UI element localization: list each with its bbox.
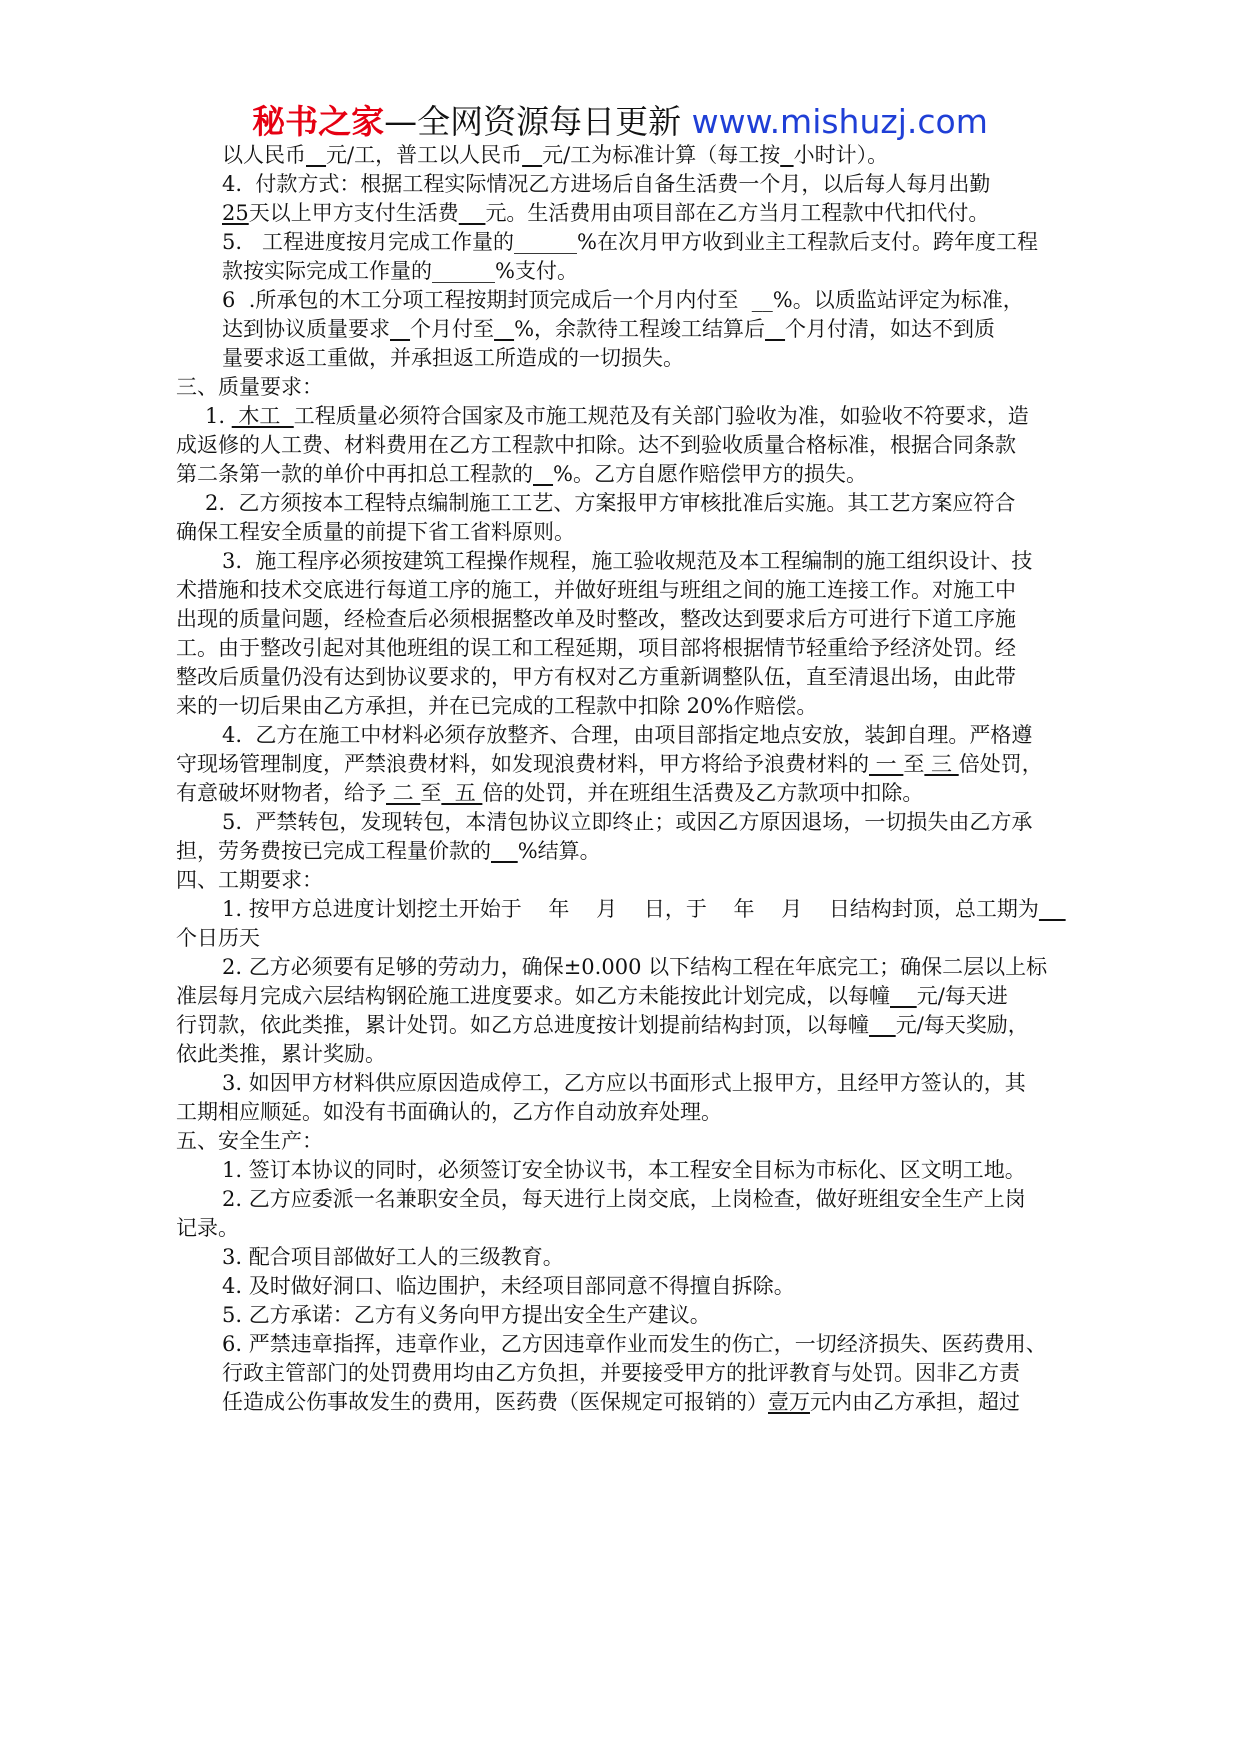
text-run: 至	[903, 752, 925, 776]
text-run: 4. 及时做好洞口、临边围护，未经项目部同意不得擅自拆除。	[222, 1274, 795, 1298]
text-line	[222, 1270, 795, 1302]
text-line	[222, 951, 1047, 983]
text-run: 成返修的人工费、材料费用在乙方工程款中扣除。达不到验收质量合格标准，根据合同条款	[176, 433, 1016, 457]
text-line	[222, 1154, 1026, 1186]
text-line	[222, 168, 990, 200]
text-run: 三、质量要求：	[176, 375, 323, 399]
text-line	[176, 1096, 722, 1128]
text-run: 元/每天进	[916, 984, 1008, 1008]
text-line	[222, 139, 888, 171]
text-run: 4. 付款方式：根据工程实际情况乙方进场后自备生活费一个月，以后每人每月出勤	[222, 172, 991, 196]
text-run: 以人民币	[222, 143, 306, 167]
text-run: 5. 严禁转包，发现转包，本清包协议立即终止；或因乙方原因退场，一切损失由乙方承	[222, 810, 1033, 834]
text-run: 工程质量必须符合国家及市施工规范及有关部门验收为准，如验收不符要求，造	[293, 404, 1029, 428]
text-line	[222, 893, 1066, 925]
text-line	[176, 1038, 386, 1070]
text-run: 工。由于整改引起对其他班组的误工和工程延期，项目部将根据情节轻重给予经济处罚。经	[176, 636, 1016, 660]
text-run: 至	[420, 781, 442, 805]
text-line	[176, 516, 575, 548]
site-slogan: —全网资源每日更新	[384, 102, 692, 141]
text-run: 5. 工程进度按月完成工作量的______%在次月甲方收到业主工程款后支付。跨年度工程	[222, 230, 1039, 254]
text-run: 款按实际完成工作量的______%支付。	[222, 259, 578, 283]
text-line	[176, 1212, 239, 1244]
text-run: 五、安全生产：	[176, 1129, 323, 1153]
fill-in-blank	[459, 201, 486, 225]
text-line	[176, 980, 1008, 1012]
text-run: 元/工，普工以人民币	[326, 143, 523, 167]
text-run: 5. 乙方承诺：乙方有义务向甲方提出安全生产建议。	[222, 1303, 711, 1327]
text-run: 2. 乙方必须要有足够的劳动力，确保±0.000 以下结构工程在年底完工；确保二层以上标	[222, 955, 1048, 979]
text-run: 任造成公伤事故发生的费用，医药费（医保规定可报销的）	[222, 1390, 768, 1414]
text-run: 倍的处罚，并在班组生活费及乙方款项中扣除。	[482, 781, 924, 805]
site-url-link[interactable]: www.mishuzj.com	[691, 102, 988, 141]
text-line	[176, 574, 1016, 606]
text-line	[222, 806, 1032, 838]
text-line	[222, 1357, 1020, 1389]
fill-in-blank	[1039, 897, 1066, 921]
text-run: 倍处罚，	[958, 752, 1043, 776]
text-line	[176, 748, 1043, 780]
text-line	[205, 487, 1015, 519]
text-run: 元/每天奖励，	[895, 1013, 1029, 1037]
text-line	[222, 1386, 1020, 1418]
fill-in-blank	[390, 317, 410, 341]
fill-in-blank	[765, 317, 785, 341]
text-run: 准层每月完成六层结构钢砼施工进度要求。如乙方未能按此计划完成，以每幢	[176, 984, 890, 1008]
fill-in-blank	[494, 317, 514, 341]
text-run: 术措施和技术交底进行每道工序的施工，并做好班组与班组之间的施工连接工作。对施工中	[176, 578, 1016, 602]
text-run: 元。生活费用由项目部在乙方当月工程款中代扣代付。	[485, 201, 990, 225]
text-line	[222, 1299, 711, 1331]
text-line	[222, 545, 1032, 577]
text-run: 整改后质量仍没有达到协议要求的，甲方有权对乙方重新调整队伍，直至清退出场，由此带	[176, 665, 1016, 689]
text-run: 6. 严禁违章指挥，违章作业，乙方因违章作业而发生的伤亡，一切经济损失、医药费用、	[222, 1332, 1047, 1356]
text-run: 工期相应顺延。如没有书面确认的，乙方作自动放弃处理。	[176, 1100, 722, 1124]
text-line	[176, 777, 923, 809]
text-run: 3. 施工程序必须按建筑工程操作规程，施工验收规范及本工程编制的施工组织设计、技	[222, 549, 1033, 573]
text-line	[176, 371, 323, 403]
text-run: 有意破坏财物者，给予	[176, 781, 386, 805]
fill-in-blank: 木工	[231, 404, 294, 428]
text-run: 元内由乙方承担，超过	[810, 1390, 1020, 1414]
text-line	[176, 458, 867, 490]
fill-in-blank	[522, 143, 542, 167]
text-run: 出现的质量问题，经检查后必须根据整改单及时整改，整改达到要求后方可进行下道工序施	[176, 607, 1016, 631]
text-run: 第二条第一款的单价中再扣总工程款的	[176, 462, 533, 486]
text-run: 6 .所承包的木工分项工程按期封顶完成后一个月内付至 __%。以质监站评定为标准，	[222, 288, 1024, 312]
text-run: 个月付清，如达不到质	[785, 317, 996, 341]
text-run: 依此类推，累计奖励。	[176, 1042, 386, 1066]
text-run: 天以上甲方支付生活费	[248, 201, 459, 225]
text-line	[176, 690, 817, 722]
text-run: %，余款待工程竣工结算后	[514, 317, 766, 341]
site-banner	[0, 100, 1240, 144]
text-run: 四、工期要求：	[176, 868, 323, 892]
text-run: 担，劳务费按已完成工程量价款的	[176, 839, 491, 863]
text-line	[222, 1067, 1026, 1099]
text-run: 量要求返工重做，并承担返工所造成的一切损失。	[222, 346, 684, 370]
fill-in-blank: 三	[924, 752, 959, 776]
text-line	[222, 1183, 1026, 1215]
text-line	[222, 313, 995, 345]
text-line	[176, 632, 1016, 664]
text-run: %结算。	[517, 839, 601, 863]
text-line	[222, 1241, 564, 1273]
text-line	[176, 864, 323, 896]
fill-in-blank	[780, 143, 793, 167]
text-line	[176, 603, 1016, 635]
text-line	[222, 226, 1038, 258]
text-run: 2. 乙方应委派一名兼职安全员，每天进行上岗交底，上岗检查，做好班组安全生产上岗	[222, 1187, 1026, 1211]
text-line	[176, 1009, 1029, 1041]
fill-in-blank	[491, 839, 518, 863]
text-run: 2. 乙方须按本工程特点编制施工工艺、方案报甲方审核批准后实施。其工艺方案应符合	[205, 491, 1016, 515]
text-run: 3. 如因甲方材料供应原因造成停工，乙方应以书面形式上报甲方，且经甲方签认的，其	[222, 1071, 1026, 1095]
text-line	[222, 197, 989, 229]
text-run: 个日历天	[176, 926, 260, 950]
text-line	[222, 284, 1024, 316]
fill-in-blank	[533, 462, 553, 486]
text-run: 行政主管部门的处罚费用均由乙方负担，并要接受甲方的批评教育与处罚。因非乙方责	[222, 1361, 1020, 1385]
fill-in-blank: 五	[441, 781, 483, 805]
text-run: 达到协议质量要求	[222, 317, 390, 341]
text-line	[222, 719, 1032, 751]
text-run: 1.	[205, 404, 232, 428]
text-run: 守现场管理制度，严禁浪费材料，如发现浪费材料，甲方将给予浪费材料的	[176, 752, 869, 776]
text-line	[176, 835, 601, 867]
fill-in-blank	[306, 143, 326, 167]
text-run: 记录。	[176, 1216, 239, 1240]
text-line	[176, 922, 260, 954]
text-line	[176, 429, 1016, 461]
fill-in-blank	[869, 1013, 896, 1037]
text-line	[205, 400, 1029, 432]
text-line	[176, 1125, 323, 1157]
fill-in-blank: 二	[386, 781, 421, 805]
text-run: 行罚款，依此类推，累计处罚。如乙方总进度按计划提前结构封顶，以每幢	[176, 1013, 869, 1037]
fill-in-blank: 壹万	[768, 1390, 810, 1414]
fill-in-blank: 25	[222, 201, 249, 225]
text-line	[222, 255, 578, 287]
text-run: 3. 配合项目部做好工人的三级教育。	[222, 1245, 564, 1269]
text-run: %。乙方自愿作赔偿甲方的损失。	[553, 462, 867, 486]
text-line	[222, 342, 684, 374]
fill-in-blank	[890, 984, 917, 1008]
text-line	[222, 1328, 1047, 1360]
text-run: 1. 按甲方总进度计划挖土开始于 年 月 日，于 年 月 日结构封顶，总工期为	[222, 897, 1039, 921]
text-run: 1. 签订本协议的同时，必须签订安全协议书，本工程安全目标为市标化、区文明工地。	[222, 1158, 1026, 1182]
site-brand: 秘书之家	[252, 102, 385, 141]
text-run: 来的一切后果由乙方承担，并在已完成的工程款中扣除 20%作赔偿。	[176, 694, 818, 718]
text-run: 个月付至	[410, 317, 495, 341]
text-run: 小时计）。	[793, 143, 889, 167]
text-line	[176, 661, 1016, 693]
text-run: 元/工为标准计算（每工按	[542, 143, 781, 167]
text-run: 确保工程安全质量的前提下省工省料原则。	[176, 520, 575, 544]
text-run: 4. 乙方在施工中材料必须存放整齐、合理，由项目部指定地点安放，装卸自理。严格遵	[222, 723, 1033, 747]
fill-in-blank: 一	[869, 752, 904, 776]
